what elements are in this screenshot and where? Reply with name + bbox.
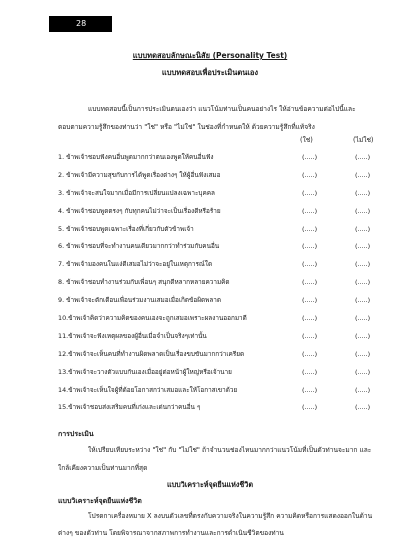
question-row — [58, 238, 388, 256]
question-text: 5. ข้าพเจ้าชอบพูดเฉพาะเรื่องที่เกี่ยวกับตัวข้าพเจ้า — [58, 224, 194, 233]
question-text: 11.ข้าพเจ้าจะฟังเหตุผลของผู้อื่นเมื่อจำเป็นจริงๆเท่านั้น — [58, 331, 207, 340]
question-row — [58, 274, 388, 292]
answer-yes-blank[interactable]: (.....) — [302, 224, 318, 233]
question-text: 15.ข้าพเจ้าชอบส่งเสริมคนที่เก่งและเด่นกว่าคนอื่น ๆ — [58, 403, 201, 412]
answer-yes-blank[interactable]: (.....) — [302, 385, 318, 394]
question-row — [58, 203, 388, 221]
answer-yes-blank[interactable]: (.....) — [302, 170, 318, 179]
question-text: 4. ข้าพเจ้าชอบพูดตรงๆ กับทุกคนไม่ว่าจะเป็นเรื่องดีหรือร้าย — [58, 206, 221, 215]
question-row — [58, 185, 388, 203]
question-row — [58, 382, 388, 400]
answer-yes-blank[interactable]: (.....) — [302, 206, 318, 215]
answer-no-blank[interactable]: (.....) — [355, 349, 371, 358]
answer-yes-blank[interactable]: (.....) — [302, 349, 318, 358]
question-text: 12.ข้าพเจ้าจะเห็นคนที่ทำงานผิดพลาดเป็นเรื่องขบขันมากกว่าเครียด — [58, 349, 245, 358]
answer-yes-blank[interactable]: (.....) — [302, 331, 318, 340]
question-row — [58, 346, 388, 364]
question-row — [58, 167, 388, 185]
answer-no-blank[interactable]: (.....) — [355, 296, 371, 305]
answer-yes-blank[interactable]: (.....) — [302, 278, 318, 287]
question-list — [58, 149, 388, 417]
analysis-heading: แบบวิเคราะห์จุดยืนแห่งชีวิต — [58, 497, 142, 505]
page-number: 28 — [49, 16, 112, 32]
answer-yes-blank[interactable]: (.....) — [302, 314, 318, 323]
question-text: 1. ข้าพเจ้าชอบฟังคนอื่นพูดมากกว่าตนเองพูดให้คนอื่นฟัง — [58, 153, 214, 161]
answer-no-blank[interactable]: (.....) — [355, 314, 371, 323]
answer-no-blank[interactable]: (.....) — [355, 242, 371, 251]
question-row — [58, 149, 388, 167]
question-text: 3. ข้าพเจ้าจะสนใจมากเมื่อมีการเปลี่ยนแปลงเฉพาะบุคคล — [58, 188, 215, 197]
answer-yes-blank[interactable]: (.....) — [302, 296, 318, 305]
intro-paragraph: แบบทดสอบนี้เป็นการประเมินตนเองว่า แนวโน้มท่านเป็นคนอย่างไร ให้อ่านข้อความต่อไปนี้และตอบตามความรู้สึกของท่านว่า "ใช่" หรือ "ไม่ใช่" ในช่องที่กำหนดให้ ด้วยความรู้สึกที่แท้จริง — [58, 105, 356, 131]
question-row — [58, 310, 388, 328]
question-row — [58, 399, 388, 417]
question-text: 8. ข้าพเจ้าชอบทำงานร่วมกับเพื่อนๆ สนุกดีหลากหลายความคิด — [58, 278, 230, 287]
answer-yes-blank[interactable]: (.....) — [302, 153, 318, 161]
answer-no-blank[interactable]: (.....) — [355, 170, 371, 179]
column-header-yes: (ใช่) — [300, 136, 313, 144]
question-row — [58, 292, 388, 310]
test-subtitle: แบบทดสอบเพื่อประเมินตนเอง — [161, 68, 259, 77]
answer-yes-blank[interactable]: (.....) — [302, 403, 318, 412]
analysis-paragraph: โปรดกาเครื่องหมาย X ลงบนตัวเลขที่ตรงกับความจริงในความรู้สึก ความคิดหรือการแสดงออกในด้านต่างๆ ของตัวท่าน โดยพิจารณาจากสภาพการทำงานและการดำเนินชีวิตของท่าน — [58, 512, 373, 537]
answer-no-blank[interactable]: (.....) — [355, 206, 371, 215]
answer-no-blank[interactable]: (.....) — [355, 331, 371, 340]
answer-yes-blank[interactable]: (.....) — [302, 242, 318, 251]
column-header-no: (ไม่ใช่) — [353, 136, 374, 144]
answer-yes-blank[interactable]: (.....) — [302, 260, 318, 269]
question-text: 13.ข้าพเจ้าจะวางตัวแบบกันเองเมื่ออยู่ต่อหน้าผู้ใหญ่หรือเจ้านาย — [58, 367, 232, 376]
test-title: แบบทดสอบลักษณะนิสัย (Personality Test) — [132, 51, 288, 60]
question-text: 2. ข้าพเจ้ามีความสุขกับการได้พูดเรื่องต่างๆ ให้ผู้อื่นฟังเสมอ — [58, 170, 221, 179]
evaluation-heading: การประเมิน — [58, 430, 94, 438]
question-row — [58, 221, 388, 239]
answer-no-blank[interactable]: (.....) — [355, 367, 371, 376]
answer-no-blank[interactable]: (.....) — [355, 403, 371, 412]
answer-no-blank[interactable]: (.....) — [355, 153, 371, 161]
answer-no-blank[interactable]: (.....) — [355, 385, 371, 394]
question-text: 9. ข้าพเจ้าจะตักเตือนเพื่อนร่วมงานเสมอเมื่อเกิดข้อผิดพลาด — [58, 296, 222, 305]
answer-no-blank[interactable]: (.....) — [355, 224, 371, 233]
question-text: 7. ข้าพเจ้ามองคนในแง่ดีเสมอไม่ว่าจะอยู่ในเหตุการณ์ใด — [58, 260, 213, 269]
question-row — [58, 364, 388, 382]
question-row — [58, 256, 388, 274]
answer-no-blank[interactable]: (.....) — [355, 278, 371, 287]
answer-no-blank[interactable]: (.....) — [355, 260, 371, 269]
question-text: 10.ข้าพเจ้าคิดว่าความคิดของคนเองจะถูกเสมอเพราะผลงานออกมาดี — [58, 314, 247, 323]
evaluation-paragraph: ให้เปรียบเทียบระหว่าง "ใช่" กับ "ไม่ใช่" ถ้าจำนวนช่องไหนมากกว่าแนวโน้มที่เป็นตัวท่านจะมาก และใกล้เคียงความเป็นท่านมากที่สุด — [58, 446, 372, 472]
answer-yes-blank[interactable]: (.....) — [302, 188, 318, 197]
analysis-title: แบบวิเคราะห์จุดยืนแห่งชีวิต — [166, 480, 254, 489]
question-text: 14.ข้าพเจ้าจะเห็นใจผู้ที่ด้อยโอกาสกว่าเสมอและให้โอกาสเขาด้วย — [58, 385, 238, 394]
answer-no-blank[interactable]: (.....) — [355, 188, 371, 197]
answer-yes-blank[interactable]: (.....) — [302, 367, 318, 376]
question-text: 6. ข้าพเจ้าชอบที่จะทำงานคนเดียวมากกว่าทำร่วมกับคนอื่น — [58, 242, 220, 251]
question-row — [58, 328, 388, 346]
